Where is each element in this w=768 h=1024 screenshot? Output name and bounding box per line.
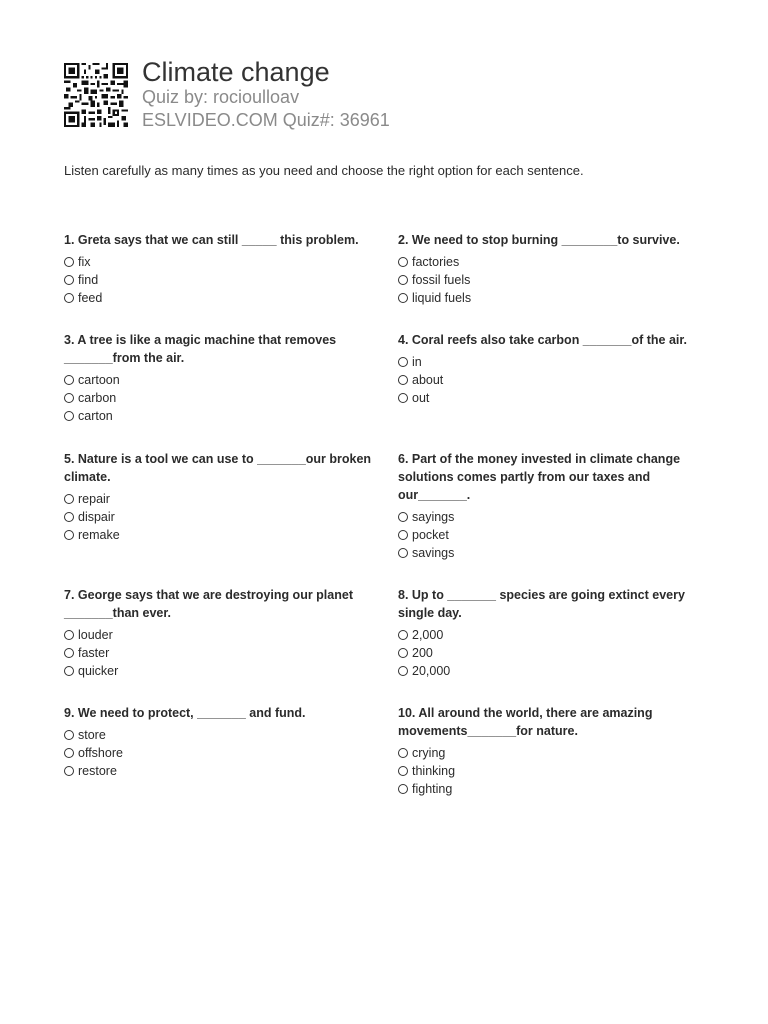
radio-circle-icon[interactable] xyxy=(64,530,74,540)
radio-circle-icon[interactable] xyxy=(398,257,408,267)
option-item[interactable] xyxy=(398,389,708,407)
radio-circle-icon[interactable] xyxy=(64,648,74,658)
quiz-header xyxy=(64,57,390,132)
radio-circle-icon[interactable] xyxy=(398,766,408,776)
radio-circle-icon[interactable] xyxy=(64,494,74,504)
option-item[interactable] xyxy=(64,726,374,744)
option-item[interactable] xyxy=(64,644,374,662)
option-label: remake xyxy=(78,528,120,542)
question-2 xyxy=(398,231,708,307)
option-list xyxy=(398,626,708,680)
radio-circle-icon[interactable] xyxy=(398,393,408,403)
question-9 xyxy=(64,704,374,780)
option-item[interactable] xyxy=(398,544,708,562)
question-text: 4. Coral reefs also take carbon _______of the air. xyxy=(398,333,688,347)
question-1 xyxy=(64,231,374,307)
question-8 xyxy=(398,586,708,680)
option-label: feed xyxy=(78,291,103,305)
radio-circle-icon[interactable] xyxy=(398,548,408,558)
radio-circle-icon[interactable] xyxy=(398,666,408,676)
question-text: 10. All around the world, there are amazing movements_______for nature. xyxy=(398,706,653,738)
radio-circle-icon[interactable] xyxy=(64,730,74,740)
option-label: in xyxy=(412,355,422,369)
instructions: Listen carefully as many times as you need and choose the right option for each sentence. xyxy=(64,163,584,178)
question-text: 7. George says that we are destroying our planet _______than ever. xyxy=(64,588,353,620)
option-list xyxy=(64,626,374,680)
radio-circle-icon[interactable] xyxy=(64,666,74,676)
question-5 xyxy=(64,450,374,544)
option-item[interactable] xyxy=(64,526,374,544)
page-title: Climate change xyxy=(142,57,330,87)
option-item[interactable] xyxy=(64,490,374,508)
radio-circle-icon[interactable] xyxy=(64,275,74,285)
question-text: 2. We need to stop burning ________to survive. xyxy=(398,233,680,247)
option-item[interactable] xyxy=(398,508,708,526)
question-text: 3. A tree is like a magic machine that removes _______from the air. xyxy=(64,333,337,365)
radio-circle-icon[interactable] xyxy=(64,393,74,403)
radio-circle-icon[interactable] xyxy=(64,748,74,758)
quiz-author: Quiz by: rocioulloav xyxy=(142,87,300,107)
question-text: 1. Greta says that we can still _____ this problem. xyxy=(64,233,359,247)
qr-code-icon xyxy=(64,60,128,130)
option-label: 20,000 xyxy=(412,664,451,678)
radio-circle-icon[interactable] xyxy=(398,648,408,658)
question-10 xyxy=(398,704,708,798)
option-item[interactable] xyxy=(398,289,708,307)
option-list xyxy=(398,508,708,562)
option-item[interactable] xyxy=(64,407,374,425)
radio-circle-icon[interactable] xyxy=(64,375,74,385)
option-item[interactable] xyxy=(398,626,708,644)
question-7 xyxy=(64,586,374,680)
radio-circle-icon[interactable] xyxy=(64,630,74,640)
option-item[interactable] xyxy=(398,253,708,271)
question-6 xyxy=(398,450,708,562)
radio-circle-icon[interactable] xyxy=(398,630,408,640)
radio-circle-icon[interactable] xyxy=(398,512,408,522)
radio-circle-icon[interactable] xyxy=(398,748,408,758)
option-list xyxy=(64,253,374,307)
option-item[interactable] xyxy=(398,371,708,389)
option-label: sayings xyxy=(412,510,455,524)
option-label: 200 xyxy=(412,646,433,660)
option-list xyxy=(398,253,708,307)
option-label: factories xyxy=(412,255,460,269)
radio-circle-icon[interactable] xyxy=(398,357,408,367)
radio-circle-icon[interactable] xyxy=(398,275,408,285)
quiz-id: ESLVIDEO.COM Quiz#: 36961 xyxy=(142,110,390,130)
option-label: out xyxy=(412,391,430,405)
option-label: savings xyxy=(412,546,455,560)
radio-circle-icon[interactable] xyxy=(398,293,408,303)
option-item[interactable] xyxy=(64,508,374,526)
option-list xyxy=(398,744,708,798)
option-list xyxy=(64,726,374,780)
radio-circle-icon[interactable] xyxy=(398,530,408,540)
option-label: liquid fuels xyxy=(412,291,472,305)
option-list xyxy=(398,353,708,407)
option-item[interactable] xyxy=(64,271,374,289)
option-label: dispair xyxy=(78,510,115,524)
option-item[interactable] xyxy=(398,526,708,544)
option-label: carbon xyxy=(78,391,117,405)
option-label: fix xyxy=(78,255,91,269)
option-item[interactable] xyxy=(64,289,374,307)
question-3 xyxy=(64,331,374,425)
option-label: fossil fuels xyxy=(412,273,471,287)
option-label: find xyxy=(78,273,99,287)
option-item[interactable] xyxy=(64,371,374,389)
option-item[interactable] xyxy=(64,626,374,644)
option-list xyxy=(64,371,374,425)
option-item[interactable] xyxy=(398,271,708,289)
option-item[interactable] xyxy=(398,644,708,662)
radio-circle-icon[interactable] xyxy=(64,257,74,267)
option-label: cartoon xyxy=(78,373,120,387)
option-item[interactable] xyxy=(64,662,374,680)
option-list xyxy=(64,490,374,544)
radio-circle-icon[interactable] xyxy=(64,766,74,776)
option-label: quicker xyxy=(78,664,119,678)
question-text: 5. Nature is a tool we can use to _______our broken climate. xyxy=(64,452,372,484)
question-text: 9. We need to protect, _______ and fund. xyxy=(64,706,306,720)
option-item[interactable] xyxy=(398,762,708,780)
option-label: fighting xyxy=(412,782,453,796)
radio-circle-icon[interactable] xyxy=(64,293,74,303)
radio-circle-icon[interactable] xyxy=(64,512,74,522)
option-label: louder xyxy=(78,628,113,642)
option-label: store xyxy=(78,728,106,742)
option-item[interactable] xyxy=(64,389,374,407)
question-text: 6. Part of the money invested in climate change solutions comes partly from our taxes and our_______. xyxy=(398,452,681,502)
question-4 xyxy=(398,331,708,407)
option-label: carton xyxy=(78,409,113,423)
option-label: thinking xyxy=(412,764,456,778)
option-item[interactable] xyxy=(64,762,374,780)
option-label: about xyxy=(412,373,444,387)
question-text: 8. Up to _______ species are going extinct every single day. xyxy=(398,588,685,620)
radio-circle-icon[interactable] xyxy=(398,375,408,385)
option-label: faster xyxy=(78,646,110,660)
option-label: 2,000 xyxy=(412,628,444,642)
option-label: crying xyxy=(412,746,446,760)
title-block xyxy=(142,57,390,132)
option-item[interactable] xyxy=(64,253,374,271)
radio-circle-icon[interactable] xyxy=(64,411,74,421)
option-item[interactable] xyxy=(398,780,708,798)
option-label: pocket xyxy=(412,528,449,542)
option-item[interactable] xyxy=(64,744,374,762)
option-item[interactable] xyxy=(398,744,708,762)
option-item[interactable] xyxy=(398,662,708,680)
option-item[interactable] xyxy=(398,353,708,371)
option-label: repair xyxy=(78,492,110,506)
option-label: offshore xyxy=(78,746,123,760)
option-label: restore xyxy=(78,764,117,778)
radio-circle-icon[interactable] xyxy=(398,784,408,794)
